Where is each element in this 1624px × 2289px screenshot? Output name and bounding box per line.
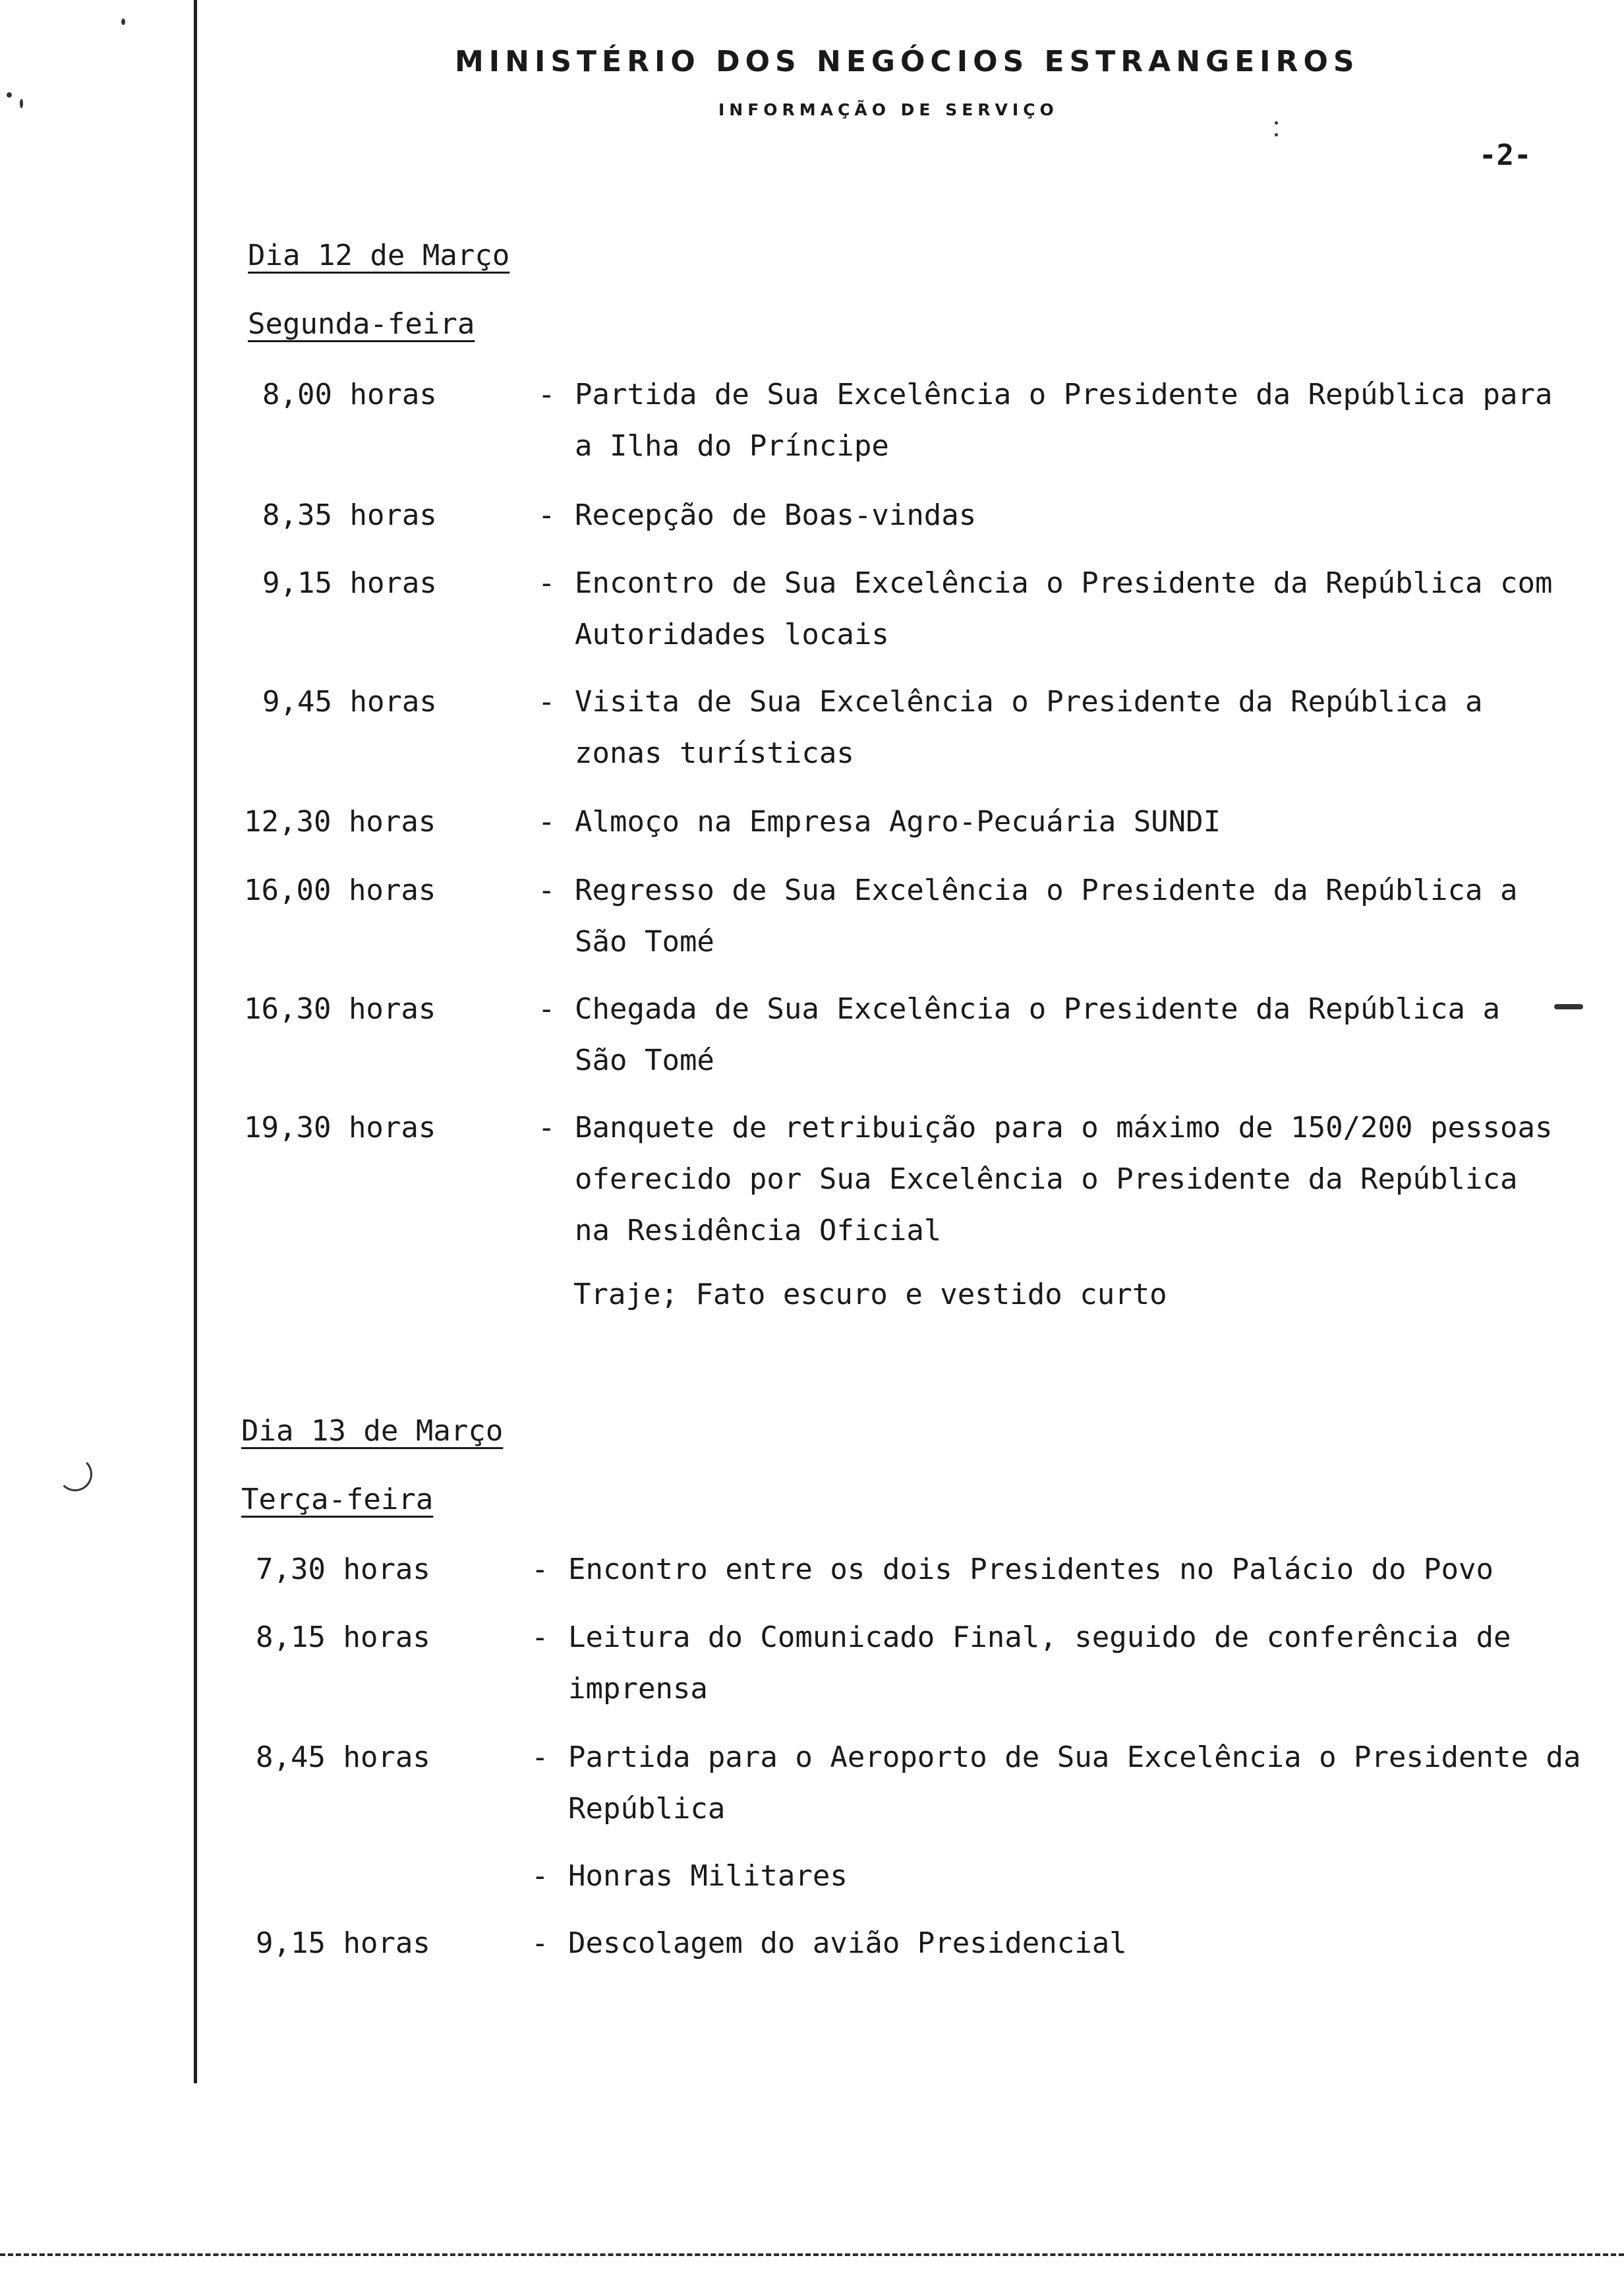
entry-time: 16,00 horas — [244, 874, 436, 907]
scan-speck — [7, 92, 12, 98]
entry-time: 7,30 horas — [256, 1553, 430, 1586]
entry-description: Almoço na Empresa Agro-Pecuária SUNDI — [575, 805, 1221, 839]
entry-time: 16,30 horas — [244, 992, 436, 1026]
scan-speck — [1275, 121, 1278, 125]
entry-time: 12,30 horas — [244, 805, 436, 839]
entry-description: Banquete de retribuição para o máximo de 150/200 pessoas oferecido por Sua Excelência o Presidente da República na Residência Oficial — [575, 1111, 1553, 1247]
entry-description: Encontro entre os dois Presidentes no Palácio do Povo — [568, 1553, 1494, 1586]
scan-mark — [1554, 1004, 1583, 1009]
day-weekday: Segunda-feira — [248, 307, 475, 341]
entry-time: 9,15 horas — [256, 1926, 430, 1960]
entry-description: Encontro de Sua Excelência o Presidente da República com Autoridades locais — [575, 566, 1553, 651]
entry-description: Leitura do Comunicado Final, seguido de conferência de imprensa — [568, 1620, 1511, 1706]
entry-description: Descolagem do avião Presidencial — [568, 1926, 1127, 1960]
entry-description: Partida de Sua Excelência o Presidente da República para a Ilha do Príncipe — [575, 378, 1553, 463]
dress-code-note: Traje; Fato escuro e vestido curto — [573, 1278, 1167, 1311]
entry-description: Recepção de Boas-vindas — [575, 498, 977, 532]
entry-time: 19,30 horas — [244, 1111, 436, 1144]
day-weekday: Terça-feira — [241, 1483, 434, 1516]
entry-description: Chegada de Sua Excelência o Presidente da República a São Tomé — [575, 992, 1500, 1077]
page-number: -2- — [1479, 138, 1532, 172]
entry-time: 9,45 horas — [262, 685, 437, 719]
entry-description: Visita de Sua Excelência o Presidente da República a zonas turísticas — [575, 685, 1483, 770]
entry-time: 8,35 horas — [262, 498, 437, 532]
day-date: Dia 13 de Março — [241, 1414, 504, 1448]
entry-description: Honras Militares — [568, 1859, 848, 1893]
entry-description: Regresso de Sua Excelência o Presidente da República a São Tomé — [575, 874, 1518, 959]
entry-time: 8,00 horas — [262, 378, 437, 411]
entry-description: Partida para o Aeroporto de Sua Excelência o Presidente da República — [568, 1740, 1581, 1826]
scan-speck — [1275, 133, 1278, 136]
service-subtitle: INFORMAÇÃO DE SERVIÇO — [718, 100, 1058, 119]
footer-rule — [0, 2253, 1624, 2256]
entry-time: 8,45 horas — [256, 1740, 430, 1774]
scan-speck — [121, 18, 125, 25]
day-date: Dia 12 de Março — [248, 239, 510, 272]
entry-time: 8,15 horas — [256, 1620, 430, 1654]
scan-mark — [58, 1457, 92, 1491]
ministry-title: MINISTÉRIO DOS NEGÓCIOS ESTRANGEIROS — [455, 45, 1360, 78]
margin-rule — [194, 0, 197, 2083]
scan-speck — [20, 99, 23, 108]
entry-time: 9,15 horas — [262, 566, 437, 600]
